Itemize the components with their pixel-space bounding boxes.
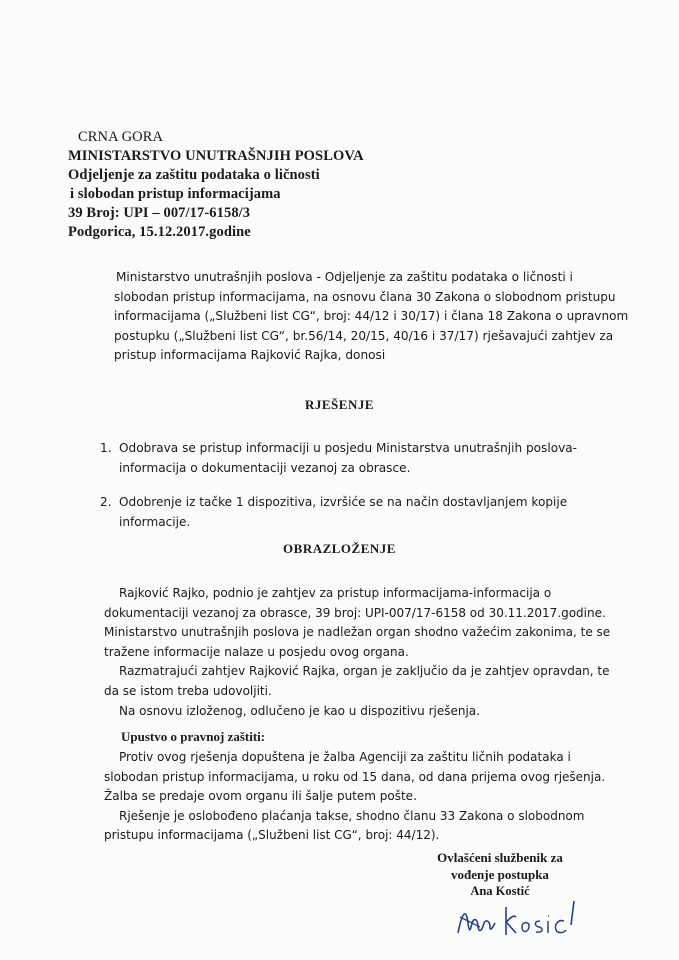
- explanation-line: Ministarstvo unutrašnjih poslova je nadležan organ shodno važećim zakonima, te se: [104, 625, 611, 640]
- explanation-line: Rajković Rajko, podnio je zahtjev za pristup informacijama-informacija o: [119, 586, 552, 600]
- legal-remedy-line: Žalba se predaje ovom organu ili šalje putem pošte.: [104, 789, 417, 804]
- header-country: CRNA GORA: [78, 129, 164, 145]
- legal-remedy-title: Upustvo o pravnoj zaštiti:: [121, 729, 266, 744]
- handwritten-signature: [452, 893, 582, 943]
- intro-line: pristup informacijama Rajković Rajka, donosi: [114, 348, 386, 363]
- decision-item-1: [100, 438, 620, 478]
- explanation-title: OBRAZLOŽENJE: [283, 541, 396, 556]
- item-line: Odobrava se pristup informaciji u posjedu Ministarstva unutrašnjih poslova-: [119, 441, 578, 455]
- header-department-cont: i slobodan pristup informacijama: [70, 186, 281, 202]
- explanation-body: [104, 584, 636, 721]
- signer-name: Ana Kostić: [470, 884, 530, 898]
- legal-remedy-line: Protiv ovog rješenja dopuštena je žalba Agenciji za zaštitu ličnih podataka i: [119, 750, 571, 764]
- header-place-date: Podgorica, 15.12.2017.godine: [68, 224, 251, 240]
- header-ministry: MINISTARSTVO UNUTRAŠNJIH POSLOVA: [68, 148, 364, 164]
- explanation-line: dokumentaciji vezanoj za obrasce, 39 broj: UPI-007/17-6158 od 30.11.2017.godine.: [104, 605, 606, 620]
- legal-remedy-body: [104, 748, 636, 846]
- decision-item-2: [100, 492, 620, 532]
- intro-paragraph: [114, 268, 636, 366]
- explanation-line: da se istom treba udovoljiti.: [104, 683, 272, 698]
- document-header: [68, 128, 364, 242]
- item-number: 2.: [100, 495, 112, 509]
- item-text: [119, 438, 620, 478]
- decision-title: RJEŠENJE: [304, 397, 375, 412]
- item-line: informacija o dokumentaciji vezanoj za obrasce.: [119, 461, 411, 475]
- signer-role: Ovlašćeni službenik za: [437, 850, 563, 865]
- signer-role: vođenje postupka: [451, 867, 549, 882]
- item-line: informacije.: [119, 515, 191, 529]
- legal-remedy-line: slobodan pristup informacijama, u roku od 15 dana, od dana prijema ovog rješenja.: [104, 769, 606, 784]
- header-department: Odjeljenje za zaštitu podataka o ličnosti: [68, 167, 320, 183]
- legal-remedy-line: Rješenje je oslobođeno plaćanja takse, shodno članu 33 Zakona o slobodnom: [119, 808, 585, 823]
- signature-icon: [452, 893, 582, 943]
- intro-line: informacijama („Službeni list CG“, broj: 44/12 i 30/17) i člana 18 Zakona o upravnom: [114, 309, 629, 324]
- intro-line: slobodan pristup informacijama, na osnovu člana 30 Zakona o slobodnom pristupu: [114, 289, 616, 304]
- explanation-line: Na osnovu izloženog, odlučeno je kao u dispozitivu rješenja.: [119, 703, 480, 718]
- intro-line: Ministarstvo unutrašnjih poslova - Odjeljenje za zaštitu podataka o ličnosti i: [116, 270, 573, 284]
- intro-line: postupku („Službeni list CG“, br.56/14, 20/15, 40/16 i 37/17) rješavajući zahtjev za: [114, 328, 614, 343]
- explanation-line: Razmatrajući zahtjev Rajković Rajka, organ je zaključio da je zahtjev opravdan, te: [119, 664, 610, 679]
- item-number: 1.: [100, 441, 112, 455]
- header-reference-number: 39 Broj: UPI – 007/17-6158/3: [68, 205, 251, 221]
- item-line: Odobrenje iz tačke 1 dispozitiva, izvršiće se na način dostavljanjem kopije: [119, 495, 568, 509]
- item-text: [119, 492, 620, 532]
- explanation-line: tražene informacije nalaze u posjedu ovog organa.: [104, 644, 409, 659]
- legal-remedy-line: pristupu informacijama („Službeni list CG“, broj: 44/12).: [104, 828, 440, 843]
